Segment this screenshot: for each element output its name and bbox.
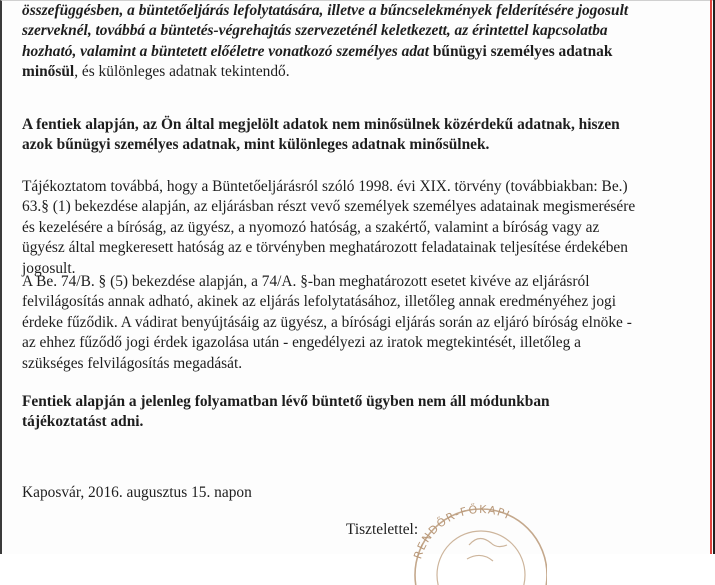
official-stamp-icon	[407, 475, 547, 585]
text-line	[22, 21, 705, 41]
stamp-text: RENDŐR-FŐKAPI	[411, 502, 513, 561]
text-line-content: , és különleges adatnak tekintendő.	[74, 63, 290, 81]
text-line: és kezelésére a bíróság, az ügyész, a nyomozó hatóság, a szakértő, valamint a bíróság vagy az	[22, 218, 600, 236]
page-edge-red	[710, 0, 712, 554]
bold-phrase: minősül	[22, 63, 75, 81]
text-line: szükséges felvilágosítás megadását.	[22, 354, 243, 372]
paragraph-be-74b	[22, 272, 705, 374]
paragraph-be-63	[22, 177, 705, 279]
text-line: azok bűnügyi személyes adatnak, mint különleges adatnak minősülnek.	[22, 136, 490, 154]
text-line: 63.§ (1) bekezdése alapján, az eljárásban részt vevő személyek személyes adatainak megismerésére	[22, 198, 636, 216]
text-line: jogosult.	[22, 259, 76, 277]
text-line-content: összefüggésben, a büntetőeljárás lefolytatására, illetve a bűncselekmények felderítésére jogosult	[22, 2, 629, 19]
text-line: Fentiek alapján a jelenleg folyamatban lévő büntető ügyben nem áll módunkban	[22, 393, 550, 410]
closing-salutation: Tisztelettel:	[346, 521, 419, 538]
text-line: érdeke fűződik. A vádirat benyújtásáig az ügyész, a bírósági eljárás során az eljáró bíróság elnöke -	[22, 313, 632, 331]
place-and-date: Kaposvár, 2016. augusztus 15. napon	[22, 484, 252, 501]
text-line: Tájékoztatom továbbá, hogy a Büntetőeljárásról szóló 1998. évi XIX. törvény (továbbiakban: Be.)	[22, 178, 628, 195]
paragraph-refusal	[22, 392, 705, 433]
text-line	[22, 42, 705, 62]
text-line: tájékoztatást adni.	[22, 413, 144, 431]
text-line: A fentiek alapján, az Ön által megjelölt adatok nem minősülnek közérdekű adatnak, hiszen	[22, 116, 620, 133]
text-line: felvilágosítás annak adható, akinek az eljárás lefolytatásához, illetőleg annak eredményéhez jogi	[22, 293, 616, 311]
text-line-content: szerveknél, továbbá a büntetés-végrehajtás szervezeténél keletkezett, az érintettel kapcsolatba	[22, 22, 608, 40]
text-line	[22, 1, 705, 21]
paragraph-conclusion	[22, 115, 705, 156]
text-line: ügyész által megkeresett hatóság az e törvényben meghatározott feladatainak teljesítése érdekében	[22, 239, 628, 257]
text-line: A Be. 74/B. § (5) bekezdése alapján, a 74/A. §-ban meghatározott esetet kivéve az eljárásról	[22, 273, 590, 290]
text-line	[22, 62, 705, 82]
bold-phrase: bűnügyi személyes adatnak	[432, 42, 613, 60]
text-line-content: hozható, valamint a büntetett előéletre vonatkozó személyes adat	[22, 42, 429, 60]
paragraph-data-classification	[22, 1, 705, 83]
text-line: az ehhez fűződő jogi érdek igazolása után - engedélyezi az iratok megtekintését, illetőleg a	[22, 334, 581, 352]
